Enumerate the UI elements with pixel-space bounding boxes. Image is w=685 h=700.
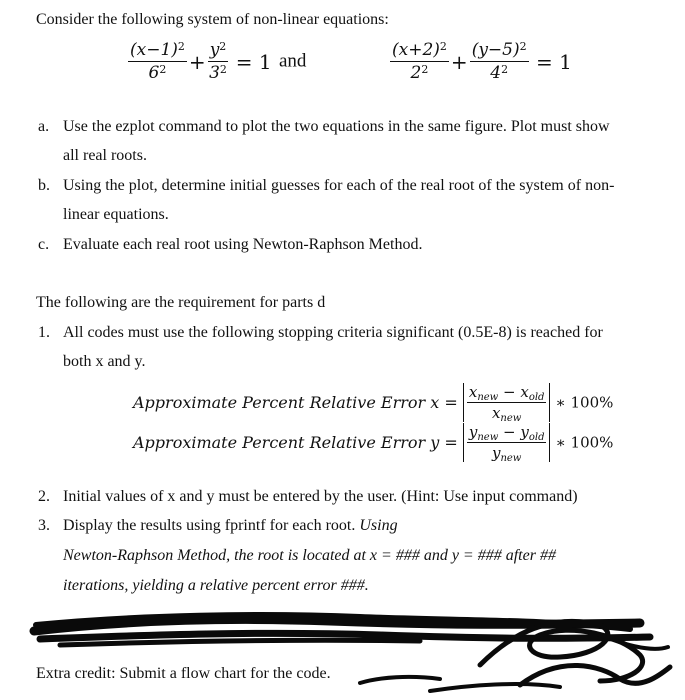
req-2-text: Initial values of x and y must be entered by the user. (Hint: Use input command) [63,488,578,505]
req-1-label: 1. [38,324,50,341]
part-a-label: a. [38,118,50,135]
req-3-text-cont: Newton-Raphson Method, the root is located at x = ### and y = ### after ## [63,547,556,564]
equation-2: $\frac{(x+2)^2}{2^2}$ + $\frac{(y-5)^2}{4^2}$ = 1 [392,40,572,83]
formula-y-label: Approximate Percent Relative Error y = [133,433,458,452]
formula-x-label: Approximate Percent Relative Error x = [133,393,458,412]
req-1-text: All codes must use the following stopping criteria significant (0.5E-8) is reached for [63,324,603,341]
equations-connector: and [278,50,307,72]
part-c-text: Evaluate each real root using Newton-Raphson Method. [63,236,423,253]
extra-credit: Extra credit: Submit a flow chart for the code. [36,665,331,682]
part-c-label: c. [38,236,50,253]
formula-x: Approximate Percent Relative Error x = $\frac{x_{new} - x_{old}}{x_{new}}$ ∗ 100% [133,383,614,424]
req-3-text-cont-2: iterations, yielding a relative percent error ###. [63,577,369,594]
scribble-redaction [0,595,685,700]
part-a-text-cont: all real roots. [63,147,147,164]
part-b-text: Using the plot, determine initial guesses for each of the real root of the system of non- [63,177,615,194]
requirements-heading: The following are the requirement for parts d [36,294,326,311]
req-1-text-cont: both x and y. [63,353,146,370]
req-2-label: 2. [38,488,50,505]
req-3-label: 3. [38,517,50,534]
req-3-text: Display the results using fprintf for each root. Using [63,517,398,534]
formula-y: Approximate Percent Relative Error y = $\frac{y_{new} - y_{old}}{y_{new}}$ ∗ 100% [133,423,614,464]
part-b-label: b. [38,177,50,194]
part-a-text: Use the ezplot command to plot the two equations in the same figure. Plot must show [63,118,610,135]
part-b-text-cont: linear equations. [63,206,169,223]
intro-text: Consider the following system of non-linear equations: [36,11,389,28]
equation-1: $\frac{(x-1)^2}{6^2}$ + $\frac{y^2}{3^2}$ = 1 and [130,40,307,83]
